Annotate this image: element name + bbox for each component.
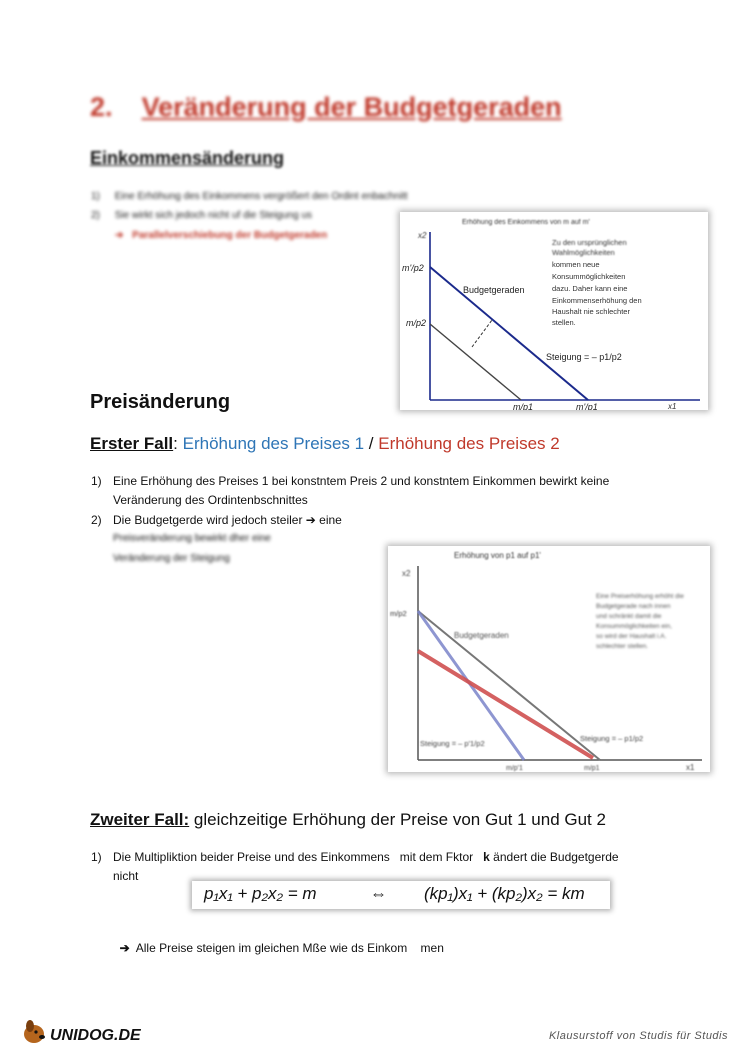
price-heading: Preisänderung bbox=[90, 391, 231, 413]
income-conclusion-text: Parallelverschiebung der Budgetgeraden bbox=[132, 230, 328, 241]
figure1-y-tick-low: m/p2 bbox=[406, 318, 427, 328]
figure2-label-lines: Budgetgeraden bbox=[454, 631, 509, 640]
figure1-title: Erhöhung des Einkommens von m auf m' bbox=[462, 219, 590, 226]
income-item-2-text: Sie wirkt sich jedoch nicht uf die Steigung us bbox=[114, 210, 313, 221]
formula-box bbox=[192, 881, 610, 909]
price-item-2-num: 2) bbox=[91, 513, 102, 527]
formula-left: p₁x₁ + p₂x₂ = m bbox=[204, 884, 317, 903]
section-title bbox=[90, 92, 562, 123]
figure1-x-label: x1 bbox=[668, 402, 677, 410]
figure1-y-label: x2 bbox=[418, 231, 427, 240]
price-item-2-line2: Preisveränderung bewirkt dher eine bbox=[113, 533, 271, 544]
figure1-label-slope: Steigung = – p1/p2 bbox=[546, 352, 622, 362]
first-case-title bbox=[90, 434, 560, 454]
svg-text:Konsummöglichkeiten: Konsummöglichkeiten bbox=[552, 272, 626, 281]
price-item-1-line1: Eine Erhöhung des Preises 1 bei konstntem Preis 2 und konstntem Einkommen bewirkt keine bbox=[113, 474, 610, 488]
arrow-right-icon: ➔ bbox=[115, 230, 124, 241]
figure2-label-slope-left: Steigung = – p'1/p2 bbox=[420, 739, 485, 748]
equivalence-icon: ⇔ bbox=[370, 884, 387, 903]
factor-k: k bbox=[483, 850, 490, 864]
figure2-x-tick-low: m/p'1 bbox=[506, 765, 523, 772]
price-item-1-line2: Veränderung des Ordintenbschnittes bbox=[113, 493, 308, 507]
price-item-1-num: 1) bbox=[91, 474, 102, 488]
svg-text:schlechter stellen.: schlechter stellen. bbox=[596, 643, 649, 650]
section-number: 2. bbox=[90, 92, 113, 122]
figure2-note bbox=[596, 593, 684, 650]
svg-text:Wahlmöglichkeiten: Wahlmöglichkeiten bbox=[552, 248, 615, 257]
figure1-note bbox=[552, 238, 642, 327]
figure-income-svg bbox=[400, 212, 708, 410]
figure1-x-tick-low: m/p1 bbox=[513, 402, 534, 410]
svg-text:Konsummöglichkeiten ein,: Konsummöglichkeiten ein, bbox=[596, 623, 672, 630]
figure-income-change bbox=[400, 212, 708, 410]
second-case-conclusion-text: Alle Preise steigen im gleichen Mße wie ds Einkom men bbox=[135, 941, 444, 955]
first-case-label: Erster Fall bbox=[90, 434, 174, 453]
price-item-2-line3: Veränderung der Steigung bbox=[113, 553, 230, 564]
figure2-y-tick: m/p2 bbox=[390, 609, 407, 618]
figure2-x-label: x1 bbox=[686, 763, 695, 772]
formula-right: (kp₁)x₁ + (kp₂)x₂ = km bbox=[424, 884, 585, 903]
income-item-1-text: Eine Erhöhung des Einkommens vergrößert den Ordint enbachnitt bbox=[114, 191, 408, 202]
figure2-y-label: x2 bbox=[402, 569, 411, 578]
second-case-title bbox=[90, 810, 606, 830]
figure2-x-tick-high: m/p1 bbox=[584, 765, 600, 772]
income-item-2 bbox=[91, 210, 312, 221]
figure1-y-tick-high: m'/p2 bbox=[402, 263, 424, 273]
figure1-shift-arrow bbox=[472, 320, 492, 347]
second-case-item-num: 1) bbox=[91, 850, 102, 864]
footer-tagline: Klausurstoff von Studis für Studis bbox=[548, 1030, 728, 1042]
svg-text:so wird der Haushalt i.A.: so wird der Haushalt i.A. bbox=[596, 633, 667, 640]
svg-text:Budgetgerade nach innen: Budgetgerade nach innen bbox=[596, 603, 671, 610]
footer-logo bbox=[22, 1016, 152, 1051]
second-case-label: Zweiter Fall: bbox=[90, 810, 190, 829]
figure1-budget-line-old bbox=[430, 324, 521, 400]
second-case-text: gleichzeitige Erhöhung der Preise von Gut 1 und Gut 2 bbox=[193, 810, 606, 829]
first-case-colon: : bbox=[173, 434, 178, 453]
dog-logo-icon bbox=[22, 1016, 152, 1046]
figure2-title: Erhöhung von p1 auf p1' bbox=[454, 551, 541, 560]
svg-text:Eine Preiserhöhung erhöht die: Eine Preiserhöhung erhöht die bbox=[596, 593, 684, 600]
income-item-1-num: 1) bbox=[91, 191, 100, 202]
figure2-label-slope-right: Steigung = – p1/p2 bbox=[580, 734, 644, 743]
figure-price-svg bbox=[388, 546, 710, 772]
svg-text:dazu. Daher kann eine: dazu. Daher kann eine bbox=[552, 284, 628, 293]
first-case-sep: / bbox=[364, 434, 379, 453]
second-case-conclusion bbox=[113, 927, 444, 955]
income-heading: Einkommensänderung bbox=[90, 148, 285, 168]
second-case-item-line1: Die Multipliktion beider Preise und des Einkommens mit dem Fktor k ändert die Budgetgerde bbox=[113, 850, 619, 864]
svg-text:Einkommenserhöhung den: Einkommenserhöhung den bbox=[552, 296, 642, 305]
svg-text:Haushalt nie schlechter: Haushalt nie schlechter bbox=[552, 307, 630, 316]
first-case-part-a: Erhöhung des Preises 1 bbox=[182, 434, 365, 453]
svg-text:stellen.: stellen. bbox=[552, 318, 576, 327]
first-case-part-b: Erhöhung des Preises 2 bbox=[378, 434, 560, 453]
price-item-2-line1: Die Budgetgerde wird jedoch steiler ➔ eine bbox=[113, 513, 342, 527]
footer-logo-text: UNIDOG.DE bbox=[50, 1027, 141, 1044]
svg-text:Zu den ursprünglichen: Zu den ursprünglichen bbox=[552, 238, 627, 247]
figure1-label-lines: Budgetgeraden bbox=[463, 285, 525, 295]
figure1-x-tick-high: m'/p1 bbox=[576, 402, 598, 410]
arrow-right-icon: ➔ bbox=[119, 941, 130, 955]
second-case-item-line2: nicht bbox=[113, 869, 139, 883]
income-item-1 bbox=[91, 191, 408, 202]
income-item-2-num: 2) bbox=[91, 210, 100, 221]
figure-price-change bbox=[388, 546, 710, 772]
svg-text:kommen neue: kommen neue bbox=[552, 260, 600, 269]
section-title-text: Veränderung der Budgetgeraden bbox=[141, 92, 562, 122]
income-conclusion bbox=[115, 230, 327, 241]
svg-text:und schränkt damit die: und schränkt damit die bbox=[596, 613, 662, 620]
